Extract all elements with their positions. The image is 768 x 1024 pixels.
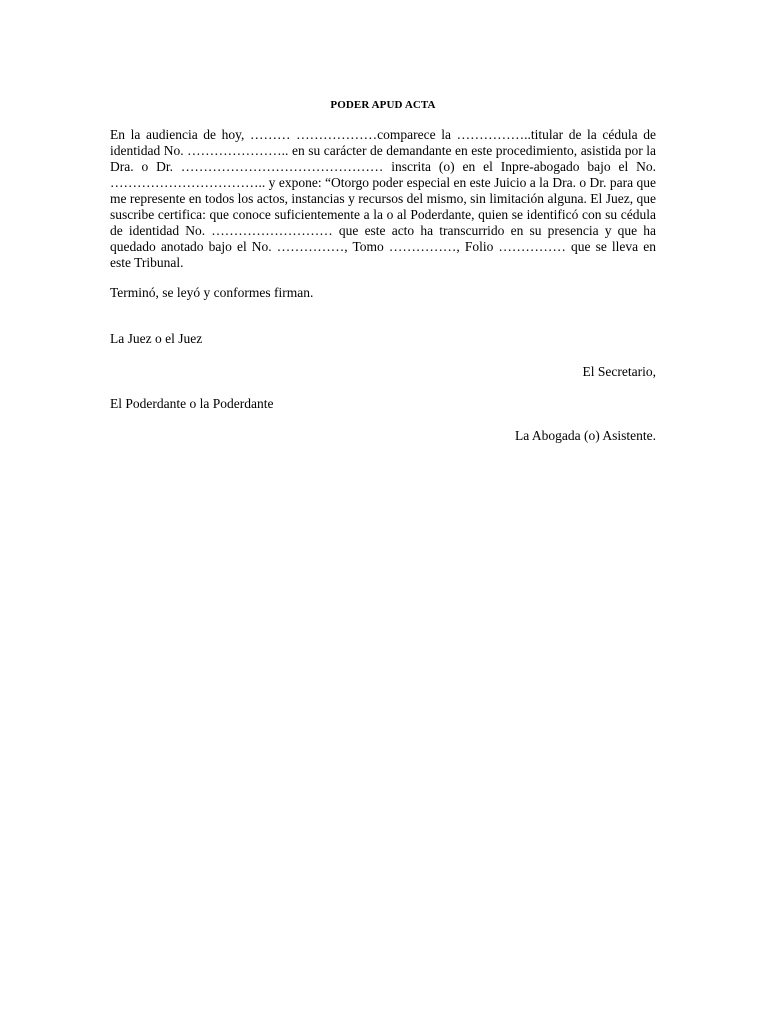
signature-judge: La Juez o el Juez — [110, 331, 203, 346]
document-body-paragraph: En la audiencia de hoy, ……… ………………comparece la ……………..titular de la cédula de identidad No. ………………….. en su carácter de demandante en este procedimiento, asistida por la Dra. o Dr. ……………………………………… inscrita (o) en el Inpre-abogado bajo el No. …………………………….. y expone: “Otorgo poder especial en este Juicio a la Dra. o Dr. para que me represente en todos los actos, instancias y recursos del mismo, sin limitación alguna. El Juez, que suscribe certifica: que conoce suficientemente a la o al Poderdante, quien se identificó con su cédula de identidad No. ……………………… que este acto ha transcurrido en su presencia y que ha quedado anotado bajo el No. ……………, Tomo ……………, Folio …………… que se lleva en este Tribunal. — [110, 127, 656, 270]
signature-secretary: El Secretario, — [582, 364, 656, 379]
document-title: PODER APUD ACTA — [330, 99, 436, 111]
closing-statement: Terminó, se leyó y conformes firman. — [110, 285, 314, 300]
signature-grantor: El Poderdante o la Poderdante — [110, 396, 274, 411]
signature-attorney: La Abogada (o) Asistente. — [515, 428, 656, 443]
